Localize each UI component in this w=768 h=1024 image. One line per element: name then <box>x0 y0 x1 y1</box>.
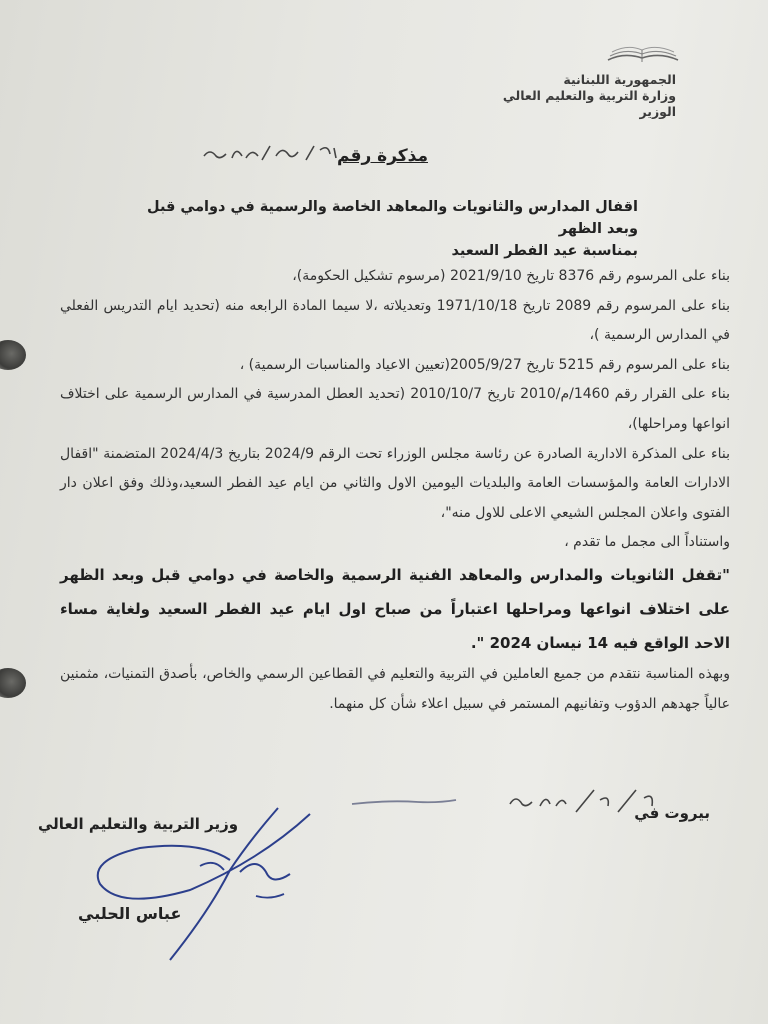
letterhead <box>503 72 676 120</box>
closing-paragraph: وبهذه المناسبة نتقدم من جميع العاملين في التربية والتعليم في القطاعين الرسمي والخاص، بأصدق التمنيات، مثمنين عالياً جهدهم الدؤوب وتفانيهم المستمر في سبيل اعلاء شأن كل منهما. <box>60 665 730 712</box>
handwritten-date <box>500 780 680 820</box>
recital-paragraph: بناء على المذكرة الادارية الصادرة عن رئاسة مجلس الوزراء تحت الرقم 2024/9 بتاريخ 2024/4/3 المتضمنة "اقفال الادارات العامة والمؤسسات العامة والبلديات اليومين الاول والثاني من ايام عيد الفطر السعيد،وذلك وفق اعلان دار الفتوى واعلان المجلس الشيعي الاعلى للاول منه"، <box>60 445 730 521</box>
ministry-name: وزارة التربية والتعليم العالي <box>502 88 676 103</box>
memo-body <box>60 262 730 719</box>
pen-stroke-mark <box>348 796 460 810</box>
decision-paragraph: "تقفل الثانويات والمدارس والمعاهد الفنية الرسمية والخاصة في دوامي قبل وبعد الظهر على اختلاف انواعها ومراحلها اعتباراً من صباح اول ايام عيد الفطر السعيد ولغاية مساء الاحد الواقع فيه 14 نيسان 2024 ". <box>60 565 730 652</box>
place-label: بيروت في <box>634 804 710 822</box>
handwritten-signature-icon <box>80 800 315 970</box>
ministry-book-logo-icon <box>604 44 682 66</box>
recital-paragraph: واستناداً الى مجمل ما تقدم ، <box>564 534 730 551</box>
title-line-2: بمناسبة عيد الفطر السعيد <box>451 243 638 259</box>
republic-name: الجمهورية اللبنانية <box>563 72 676 87</box>
signatory-title: وزير التربية والتعليم العالي <box>38 815 239 833</box>
recital-paragraph: بناء على المرسوم رقم 5215 تاريخ 2005/9/27(تعيين الاعياد والمناسبات الرسمية) ، <box>239 356 730 373</box>
recital-paragraph: بناء على المرسوم رقم 2089 تاريخ 1971/10/18 وتعديلاته ،لا سيما المادة الرابعه منه (تحديد ايام التدريس الفعلي في المدارس الرسمية )، <box>60 297 730 344</box>
recital-paragraph: بناء على القرار رقم 1460/م/2010 تاريخ 2010/10/7 (تحديد العطل المدرسية في المدارس الرسمية على اختلاف انواعها ومراحلها)، <box>60 386 730 432</box>
memo-title <box>118 196 638 262</box>
recital-paragraph: بناء على المرسوم رقم 8376 تاريخ 2021/9/10 (مرسوم تشكيل الحكومة)، <box>292 268 730 284</box>
office-name: الوزير <box>639 104 676 119</box>
title-line-1: اقفال المدارس والثانويات والمعاهد الخاصة والرسمية في دوامي قبل وبعد الظهر <box>147 199 638 237</box>
punch-hole <box>0 340 26 370</box>
signatory-name: عباس الحلبي <box>78 904 182 923</box>
memo-label: مذكرة رقم <box>336 146 428 166</box>
punch-hole <box>0 668 26 698</box>
handwritten-memo-number <box>196 138 356 168</box>
